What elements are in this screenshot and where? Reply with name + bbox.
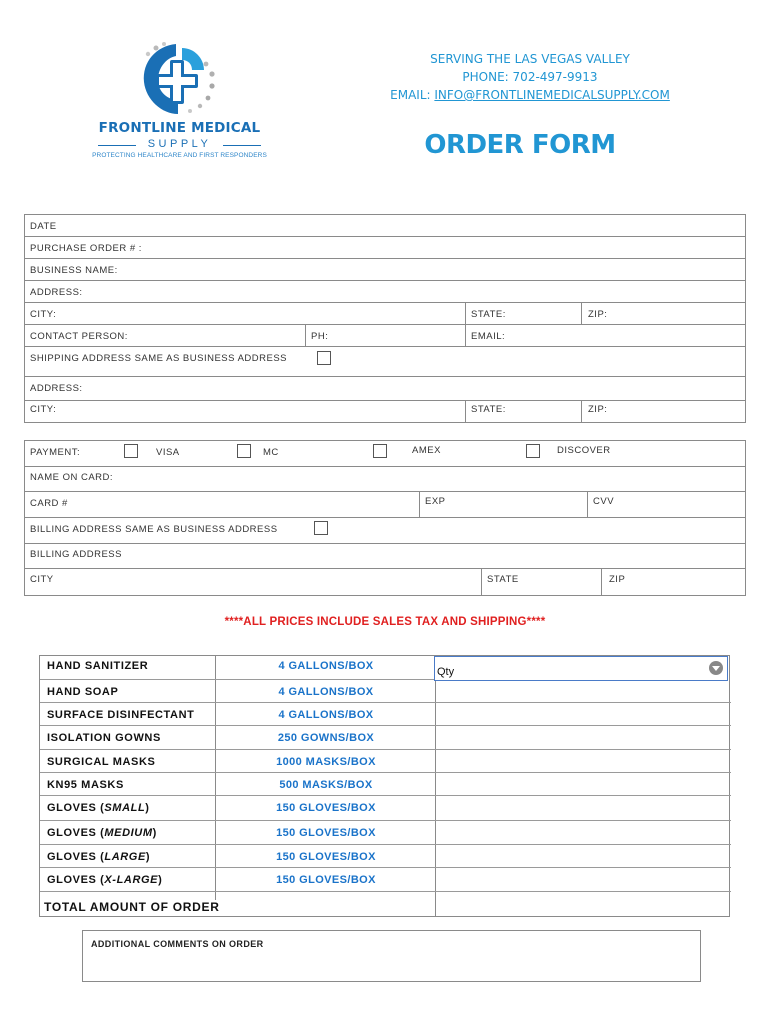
contact-row[interactable]	[25, 325, 745, 347]
discover-checkbox[interactable]	[526, 444, 540, 458]
product-name	[47, 756, 155, 768]
company-logo	[92, 38, 267, 163]
product-pack-size: 150 GLOVES/BOX	[276, 802, 376, 814]
product-name-text: HAND SANITIZER	[47, 660, 149, 672]
medical-cross-circle-icon	[136, 38, 226, 118]
divider	[601, 569, 602, 596]
bill-city-row[interactable]	[25, 569, 745, 596]
qty-cell[interactable]	[436, 703, 731, 726]
product-pack-size: 500 MASKS/BOX	[279, 779, 373, 791]
product-pack-size: 250 GOWNS/BOX	[277, 732, 375, 744]
state-label: STATE:	[471, 309, 506, 320]
product-row	[40, 868, 436, 892]
visa-label: VISA	[156, 447, 180, 458]
card-number-label: CARD #	[30, 498, 68, 509]
product-name	[47, 851, 150, 863]
product-name-text: SURGICAL MASKS	[47, 756, 156, 768]
product-name	[47, 686, 118, 698]
product-pack-size: 150 GLOVES/BOX	[276, 874, 376, 886]
name-on-card-label: NAME ON CARD:	[30, 472, 114, 483]
product-row	[40, 796, 436, 821]
divider	[587, 492, 588, 517]
email-link[interactable]: INFO@FRONTLINEMEDICALSUPPLY.COM	[434, 88, 670, 102]
ship-city-row[interactable]	[25, 401, 745, 423]
qty-cell[interactable]	[436, 726, 731, 750]
product-size-variant: X-LARGE	[104, 874, 159, 886]
discover-label: DISCOVER	[557, 445, 611, 456]
chevron-down-circle-icon	[709, 661, 723, 675]
product-name-text: HAND SOAP	[47, 686, 119, 698]
products-table	[39, 655, 730, 917]
product-name-end: )	[145, 802, 150, 814]
ship-address-label: ADDRESS:	[30, 383, 83, 394]
ship-same-checkbox[interactable]	[317, 351, 331, 365]
bill-address-label: BILLING ADDRESS	[30, 549, 122, 560]
bill-address-row[interactable]	[25, 544, 745, 569]
divider	[465, 303, 466, 324]
city-row[interactable]	[25, 303, 745, 325]
product-size-variant: MEDIUM	[104, 827, 153, 839]
product-size-variant: SMALL	[104, 802, 146, 814]
payment-row	[25, 441, 745, 467]
total-amount-cell[interactable]	[436, 892, 731, 918]
product-name	[47, 709, 194, 721]
product-row	[40, 703, 436, 726]
qty-cell[interactable]	[436, 773, 731, 796]
date-label: DATE	[30, 221, 57, 232]
product-name-text: GLOVES (	[47, 827, 105, 839]
qty-select[interactable]	[434, 656, 728, 681]
product-pack-size: 4 GALLONS/BOX	[278, 709, 374, 721]
email-label: EMAIL:	[390, 88, 435, 102]
date-row[interactable]	[25, 215, 745, 237]
payment-section	[24, 440, 746, 596]
divider	[419, 492, 420, 517]
product-name-text: GLOVES (	[47, 802, 105, 814]
product-row	[40, 750, 436, 773]
product-name	[47, 802, 150, 814]
ship-zip-label: ZIP:	[588, 404, 608, 415]
ship-same-row	[25, 347, 745, 377]
divider	[465, 325, 466, 346]
product-name-end: )	[152, 827, 157, 839]
exp-label: EXP	[425, 496, 446, 507]
address-row[interactable]	[25, 281, 745, 303]
product-name-text: KN95 MASKS	[47, 779, 124, 791]
product-row	[40, 680, 436, 703]
product-name	[47, 874, 162, 886]
ship-same-label: SHIPPING ADDRESS SAME AS BUSINESS ADDRESS	[30, 353, 288, 364]
comments-label: ADDITIONAL COMMENTS ON ORDER	[91, 939, 264, 949]
product-name-end: )	[158, 874, 163, 886]
qty-cell[interactable]	[436, 680, 731, 703]
product-name	[47, 732, 161, 744]
product-size-variant: LARGE	[104, 851, 146, 863]
product-name-text: GLOVES (	[47, 851, 105, 863]
qty-select-value: Qty	[437, 666, 455, 678]
product-row	[40, 845, 436, 868]
customer-info-section	[24, 214, 746, 423]
divider	[581, 401, 582, 423]
business-row[interactable]	[25, 259, 745, 281]
business-label: BUSINESS NAME:	[30, 265, 118, 276]
po-label: PURCHASE ORDER # :	[30, 243, 142, 254]
brand-sub: SUPPLY	[92, 138, 267, 150]
email-line	[340, 86, 720, 104]
bill-same-row	[25, 518, 745, 544]
qty-cell[interactable]	[436, 868, 731, 892]
product-name-text: GLOVES (	[47, 874, 105, 886]
divider	[481, 569, 482, 596]
qty-cell[interactable]	[436, 750, 731, 773]
contact-block	[340, 50, 720, 104]
bill-city-label: CITY	[30, 574, 54, 585]
contact-person-label: CONTACT PERSON:	[30, 331, 128, 342]
product-name-text: ISOLATION GOWNS	[47, 732, 161, 744]
po-row[interactable]	[25, 237, 745, 259]
name-on-card-row[interactable]	[25, 467, 745, 492]
divider	[305, 325, 306, 346]
total-label: TOTAL AMOUNT OF ORDER	[44, 900, 220, 914]
product-row	[40, 773, 436, 796]
product-name	[47, 827, 157, 839]
qty-cell[interactable]	[436, 821, 731, 845]
ship-city-label: CITY:	[30, 404, 57, 415]
mc-checkbox[interactable]	[237, 444, 251, 458]
service-area: SERVING THE LAS VEGAS VALLEY	[430, 52, 630, 66]
amex-label: AMEX	[412, 445, 441, 456]
phone-label: PH:	[311, 331, 329, 342]
divider	[465, 401, 466, 423]
product-name-end: )	[145, 851, 151, 863]
page-title: ORDER FORM	[424, 130, 616, 160]
qty-cell[interactable]	[436, 845, 731, 868]
amex-checkbox[interactable]	[373, 444, 387, 458]
product-pack-size: 150 GLOVES/BOX	[276, 851, 376, 863]
product-pack-size: 1000 MASKS/BOX	[276, 756, 376, 768]
qty-cell[interactable]	[436, 796, 731, 821]
product-name	[47, 660, 148, 672]
product-name	[47, 779, 124, 791]
zip-label: ZIP:	[588, 309, 608, 320]
tax-notice: ****ALL PRICES INCLUDE SALES TAX AND SHIPPING****	[224, 616, 546, 628]
product-pack-size: 4 GALLONS/BOX	[278, 660, 374, 672]
bill-same-label: BILLING ADDRESS SAME AS BUSINESS ADDRESS	[30, 524, 278, 535]
ship-state-label: STATE:	[471, 404, 506, 415]
cvv-label: CVV	[593, 496, 615, 507]
ship-address-row[interactable]	[25, 377, 745, 401]
card-row[interactable]	[25, 492, 745, 518]
city-label: CITY:	[30, 309, 57, 320]
mc-label: MC	[263, 447, 279, 458]
divider	[581, 303, 582, 324]
bill-zip-label: ZIP	[609, 574, 626, 585]
product-row	[40, 656, 436, 680]
bill-state-label: STATE	[487, 574, 519, 585]
brand-tagline: PROTECTING HEALTHCARE AND FIRST RESPONDERS	[92, 152, 267, 159]
comments-box[interactable]	[82, 930, 701, 982]
brand-name: FRONTLINE MEDICAL	[98, 120, 261, 136]
product-pack-size: 150 GLOVES/BOX	[276, 827, 376, 839]
payment-label: PAYMENT:	[30, 447, 81, 458]
product-name-text: SURFACE DISINFECTANT	[47, 709, 195, 721]
email-field-label: EMAIL:	[471, 331, 506, 342]
product-row	[40, 821, 436, 845]
address-label: ADDRESS:	[30, 287, 83, 298]
bill-same-checkbox[interactable]	[314, 521, 328, 535]
visa-checkbox[interactable]	[124, 444, 138, 458]
product-pack-size: 4 GALLONS/BOX	[278, 686, 374, 698]
product-row	[40, 726, 436, 750]
phone-number: PHONE: 702-497-9913	[462, 70, 598, 84]
